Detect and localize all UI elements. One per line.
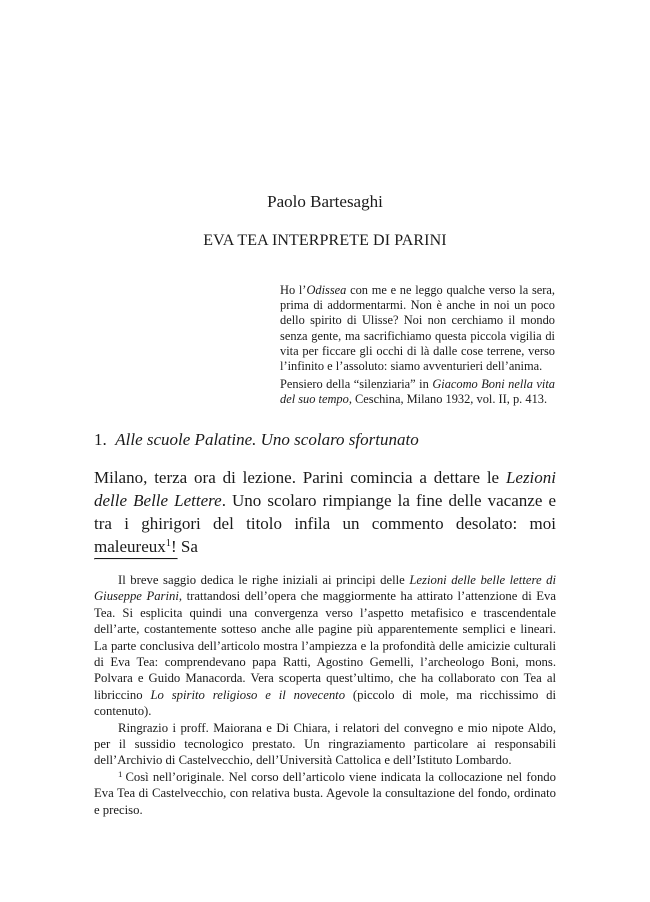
article-title: EVA TEA INTERPRETE DI PARINI xyxy=(203,232,447,249)
epigraph-quote: Ho l’Odissea con me e ne leggo qualche verso la sera, prima di addormentarmi. Non è anche in noi un poco dello spirito di Ulisse? Noi non cerchiamo il mondo senza gente, ma sacrifichiamo questa piccola vigilia di vita per ficcare gli occhi di là dalle cose terrene, verso l’infinito e l’assoluto: siamo avventurieri dell’anima. xyxy=(280,283,555,374)
section-title: Alle scuole Palatine. Uno scolaro sfortunato xyxy=(115,430,419,449)
body-italic-title: Lezioni delle Belle Lettere xyxy=(94,468,556,510)
author-name: Paolo Bartesaghi xyxy=(267,192,383,211)
epigraph-italic-work: Odissea xyxy=(306,283,347,297)
footnote-divider xyxy=(94,558,178,560)
body-paragraph: Milano, terza ora di lezione. Parini comincia a dettare le Lezioni delle Belle Lettere. Uno scolaro rimpiange la fine delle vacanze e tra i ghirigori del titolo infila un commento desolato: moi maleureux$^1$! Sa xyxy=(94,468,557,556)
footnote-acknowledgements: Ringrazio i proff. Maiorana e Di Chiara, i relatori del convegno e mio nipote Aldo, per il sussidio tecnologico prestato. Un ringraziamento particolare ai responsabili dell’Archivio di Castelvecchio, dell’Università Cattolica e dell’Istituto Lombardo. xyxy=(94,720,556,768)
footnote-reference[interactable]: 1 xyxy=(165,538,172,550)
epigraph xyxy=(280,283,555,408)
epigraph-source: Pensiero della “silenziaria” in Giacomo Boni nella vita del suo tempo, Ceschina, Milano 1932, vol. II, p. 413. xyxy=(280,377,555,407)
footnote-1: $^1$ Così nell’originale. Nel corso dell’articolo viene indicata la collocazione nel fondo Eva Tea di Castelvecchio, con relativa busta. Agevole la consultazione del fondo, ordinato e preciso. xyxy=(94,768,556,817)
section-number: 1. xyxy=(94,430,107,449)
footnote-1-mark: 1 xyxy=(118,768,123,779)
footnotes xyxy=(94,572,556,818)
section-heading xyxy=(94,430,564,450)
epigraph-source-title: Giacomo Boni nella vita del suo tempo xyxy=(280,377,555,407)
footnote-introduction: Il breve saggio dedica le righe iniziali ai principi delle Lezioni delle belle lettere di Giuseppe Parini, trattandosi dell’opera che maggiormente ha attirato l’attenzione di Eva Tea. Si esplicita quindi una convergenza verso l’aspetto metafisico e trascendentale dell’arte, costantemente sotteso anche alle pagine più apparentemente semplici e lineari. La parte conclusiva dell’articolo mostra l’ampiezza e la profondità delle amicizie culturali di Eva Tea: comprendevano papa Ratti, Agostino Gemelli, l’archeologo Boni, mons. Polvara e Guido Manacorda. Vera scoperta quest’ultimo, che ha collaborato con Tea al libriccino Lo spirito religioso e il novecento (piccolo di mole, ma ricchissimo di contenuto). xyxy=(94,573,557,719)
